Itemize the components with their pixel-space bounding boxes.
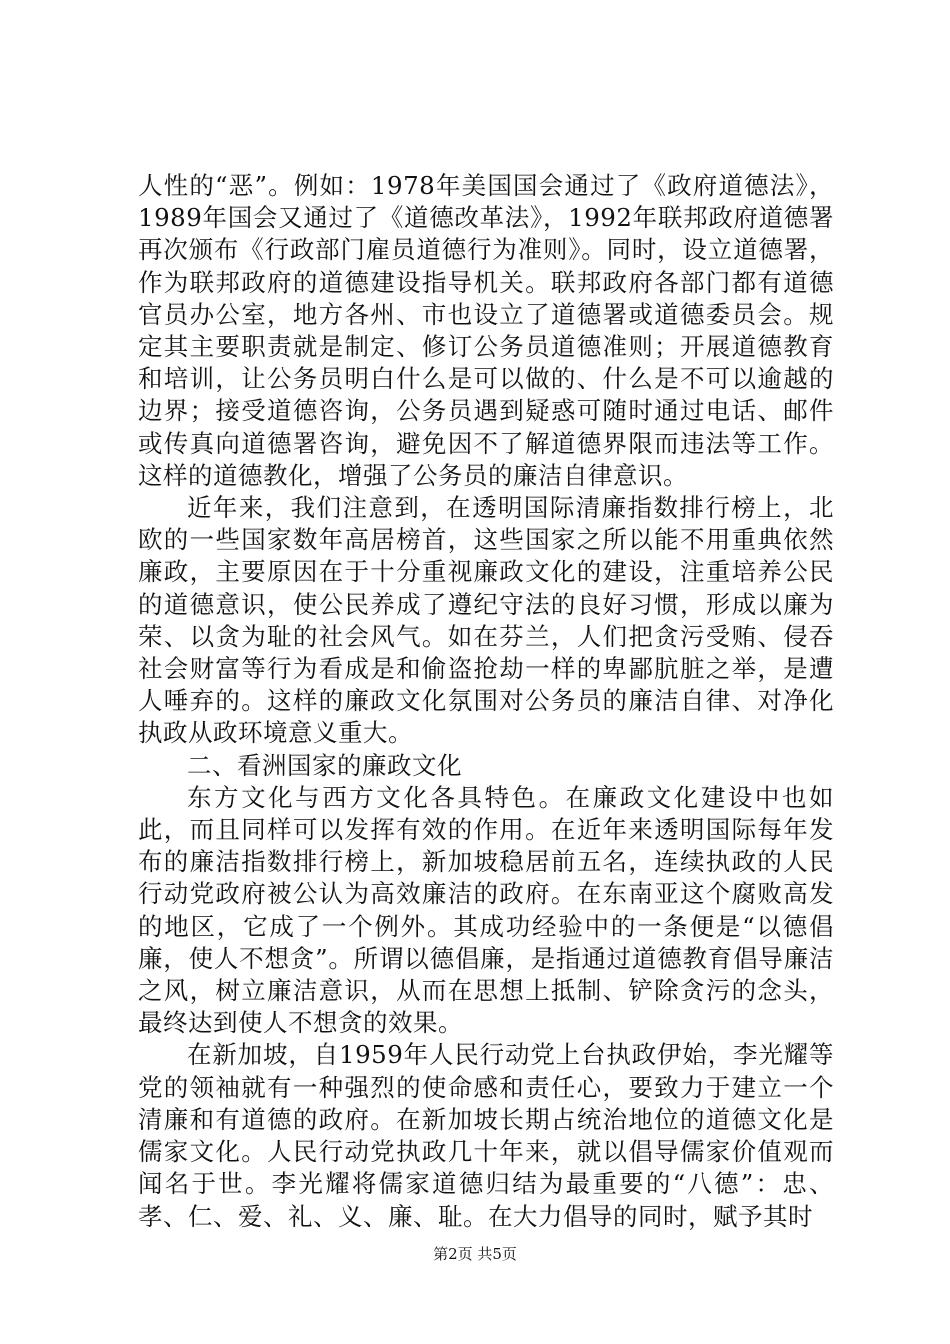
paragraph-east-west: 东方文化与西方文化各具特色。在廉政文化建设中也如此，而且同样可以发挥有效的作用。在近年来透明国际每年发布的廉洁指数排行榜上，新加坡稳居前五名，连续执政的人民行动党政府被公认为高效廉洁的政府。在东南亚这个腐败高发的地区，它成了一个例外。其成功经验中的一条便是“以德倡廉，使人不想贪”。所谓以德倡廉，是指通过道德教育倡导廉洁之风，树立廉洁意识，从而在思想上抵制、铲除贪污的念头，最终达到使人不想贪的效果。 xyxy=(138,782,834,1038)
section-heading: 二、看洲国家的廉政文化 xyxy=(187,750,462,780)
document-body xyxy=(138,170,834,1233)
paragraph-singapore: 在新加坡，自1959年人民行动党上台执政伊始，李光耀等党的领袖就有一种强烈的使命感和责任心，要致力于建立一个清廉和有道德的政府。在新加坡长期占统治地位的道德文化是儒家文化。人民行动党执政几十年来，就以倡导儒家价值观而闻名于世。李光耀将儒家道德归结为最重要的“八德”：忠、孝、仁、爱、礼、义、廉、耻。在大力倡导的同时，赋予其时 xyxy=(138,1040,834,1231)
paragraph-continuation: 人性的“恶”。例如：1978年美国国会通过了《政府道德法》，1989年国会又通过了《道德改革法》，1992年联邦政府道德署再次颁布《行政部门雇员道德行为准则》。同时，设立道德署，作为联邦政府的道德建设指导机关。联邦政府各部门都有道德官员办公室，地方各州、市也设立了道德署或道德委员会。规定其主要职责就是制定、修订公务员道德准则；开展道德教育和培训，让公务员明白什么是可以做的、什么是不可以逾越的边界；接受道德咨询，公务员遇到疑惑可随时通过电话、邮件或传真向道德署咨询，避免因不了解道德界限而违法等工作。这样的道德教化，增强了公务员的廉洁自律意识。 xyxy=(138,171,834,490)
paragraph-nordic: 近年来，我们注意到，在透明国际清廉指数排行榜上，北欧的一些国家数年高居榜首，这些国家之所以能不用重典依然廉政，主要原因在于十分重视廉政文化的建设，注重培养公民的道德意识，使公民养成了遵纪守法的良好习惯，形成以廉为荣、以贪为耻的社会风气。如在芬兰，人们把贪污受贿、侵吞社会财富等行为看成是和偷盗抢劫一样的卑鄙肮脏之举，是遭人唾弃的。这样的廉政文化氛围对公务员的廉洁自律、对净化执政从政环境意义重大。 xyxy=(138,493,834,748)
page-footer: 第2页 共5页 xyxy=(433,1245,517,1263)
